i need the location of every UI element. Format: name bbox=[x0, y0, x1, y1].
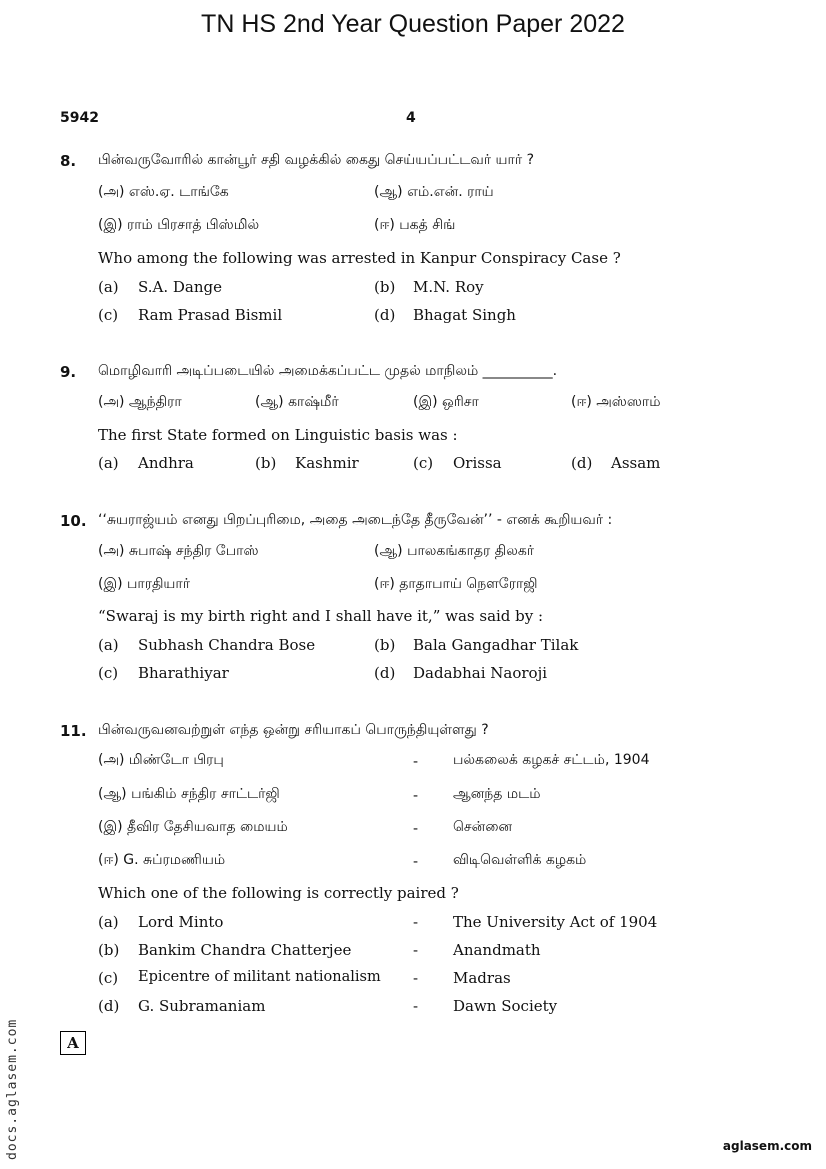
pair-dash: - bbox=[413, 786, 419, 804]
option-label: (b) bbox=[98, 941, 120, 959]
pair-left-tamil: (ஈ) G. சுப்ரமணியம் bbox=[98, 852, 226, 868]
option-tamil: (ஈ) தாதாபாய் நௌரோஜி bbox=[374, 576, 538, 592]
option-text: Assam bbox=[611, 454, 661, 472]
question-text-tamil: பின்வருவோரில் கான்பூர் சதி வழக்கில் கைது செய்யப்பட்டவர் யார் ? bbox=[98, 152, 535, 168]
watermark: docs.aglasem.com bbox=[5, 1018, 20, 1160]
pair-right-tamil: சென்னை bbox=[453, 819, 513, 835]
option-text: Orissa bbox=[453, 454, 502, 472]
option-label: (c) bbox=[413, 454, 434, 472]
question-text-tamil: ‘‘சுயராஜ்யம் எனது பிறப்புரிமை, அதை அடைந்தே தீருவேன்’’ - எனக் கூறியவர் : bbox=[98, 512, 613, 528]
option-tamil: (ஈ) அஸ்ஸாம் bbox=[571, 394, 661, 410]
option-label: (a) bbox=[98, 913, 119, 931]
pair-right: Anandmath bbox=[453, 941, 541, 959]
option-text: Bharathiyar bbox=[138, 664, 229, 682]
option-tamil: (இ) பாரதியார் bbox=[98, 576, 191, 592]
question-number: 8. bbox=[60, 152, 77, 170]
page-title: TN HS 2nd Year Question Paper 2022 bbox=[201, 10, 625, 38]
pair-right: Madras bbox=[453, 969, 511, 987]
pair-dash: - bbox=[413, 997, 419, 1015]
pair-right-tamil: விடிவெள்ளிக் கழகம் bbox=[453, 852, 587, 868]
option-label: (b) bbox=[255, 454, 277, 472]
option-tamil: (ஆ) எம்.என். ராய் bbox=[374, 184, 494, 200]
option-label: (c) bbox=[98, 664, 119, 682]
option-label: (d) bbox=[98, 997, 120, 1015]
option-tamil: (அ) ஆந்திரா bbox=[98, 394, 182, 410]
paper-code: 5942 bbox=[60, 110, 99, 126]
option-text: Andhra bbox=[138, 454, 194, 472]
pair-left: Epicentre of militant nationalism bbox=[138, 969, 381, 985]
pair-left: Bankim Chandra Chatterjee bbox=[138, 941, 352, 959]
option-label: (a) bbox=[98, 454, 119, 472]
pair-right: Dawn Society bbox=[453, 997, 558, 1015]
option-text: Ram Prasad Bismil bbox=[138, 306, 283, 324]
option-label: (a) bbox=[98, 278, 119, 296]
pair-left-tamil: (இ) தீவிர தேசியவாத மையம் bbox=[98, 819, 288, 835]
pair-left: Lord Minto bbox=[138, 913, 224, 931]
option-tamil: (இ) ஒரிசா bbox=[413, 394, 479, 410]
question-text-tamil: பின்வருவனவற்றுள் எந்த ஒன்று சரியாகப் பொருந்தியுள்ளது ? bbox=[98, 722, 489, 738]
pair-left-tamil: (அ) மிண்டோ பிரபு bbox=[98, 752, 224, 768]
pair-left: G. Subramaniam bbox=[138, 997, 266, 1015]
pair-dash: - bbox=[413, 913, 419, 931]
option-label: (b) bbox=[374, 278, 396, 296]
option-text: Bala Gangadhar Tilak bbox=[413, 636, 579, 654]
option-text: Dadabhai Naoroji bbox=[413, 664, 548, 682]
option-text: S.A. Dange bbox=[138, 278, 222, 296]
option-text: Kashmir bbox=[295, 454, 359, 472]
footer-source: aglasem.com bbox=[722, 1139, 812, 1153]
pair-right-tamil: பல்கலைக் கழகச் சட்டம், 1904 bbox=[453, 752, 650, 768]
question-number: 9. bbox=[60, 363, 77, 381]
page-number: 4 bbox=[406, 110, 416, 126]
question-text-english: Who among the following was arrested in Kanpur Conspiracy Case ? bbox=[98, 249, 621, 267]
option-tamil: (அ) எஸ்.ஏ. டாங்கே bbox=[98, 184, 229, 200]
question-text-tamil: மொழிவாரி அடிப்படையில் அமைக்கப்பட்ட முதல் மாநிலம் __________. bbox=[98, 363, 558, 379]
option-label: (d) bbox=[374, 306, 396, 324]
option-tamil: (ஆ) காஷ்மீர் bbox=[255, 394, 339, 410]
pair-dash: - bbox=[413, 969, 419, 987]
option-label: (a) bbox=[98, 636, 119, 654]
option-text: Subhash Chandra Bose bbox=[138, 636, 316, 654]
pair-right-tamil: ஆனந்த மடம் bbox=[453, 786, 541, 802]
question-number: 10. bbox=[60, 512, 87, 530]
option-tamil: (ஈ) பகத் சிங் bbox=[374, 217, 456, 233]
option-text: Bhagat Singh bbox=[413, 306, 516, 324]
pair-dash: - bbox=[413, 852, 419, 870]
version-box: A bbox=[60, 1031, 86, 1055]
pair-right: The University Act of 1904 bbox=[453, 913, 658, 931]
option-label: (c) bbox=[98, 969, 119, 987]
option-tamil: (அ) சுபாஷ் சந்திர போஸ் bbox=[98, 543, 259, 559]
pair-left-tamil: (ஆ) பங்கிம் சந்திர சாட்டர்ஜி bbox=[98, 786, 280, 802]
option-label: (d) bbox=[571, 454, 593, 472]
question-text-english: Which one of the following is correctly paired ? bbox=[98, 884, 459, 902]
pair-dash: - bbox=[413, 752, 419, 770]
pair-dash: - bbox=[413, 819, 419, 837]
option-tamil: (ஆ) பாலகங்காதர திலகர் bbox=[374, 543, 535, 559]
question-text-english: The first State formed on Linguistic basis was : bbox=[98, 426, 458, 444]
question-number: 11. bbox=[60, 722, 87, 740]
pair-dash: - bbox=[413, 941, 419, 959]
option-label: (c) bbox=[98, 306, 119, 324]
question-text-english: “Swaraj is my birth right and I shall have it,” was said by : bbox=[98, 607, 544, 625]
option-label: (d) bbox=[374, 664, 396, 682]
option-text: M.N. Roy bbox=[413, 278, 484, 296]
option-tamil: (இ) ராம் பிரசாத் பிஸ்மில் bbox=[98, 217, 260, 233]
option-label: (b) bbox=[374, 636, 396, 654]
